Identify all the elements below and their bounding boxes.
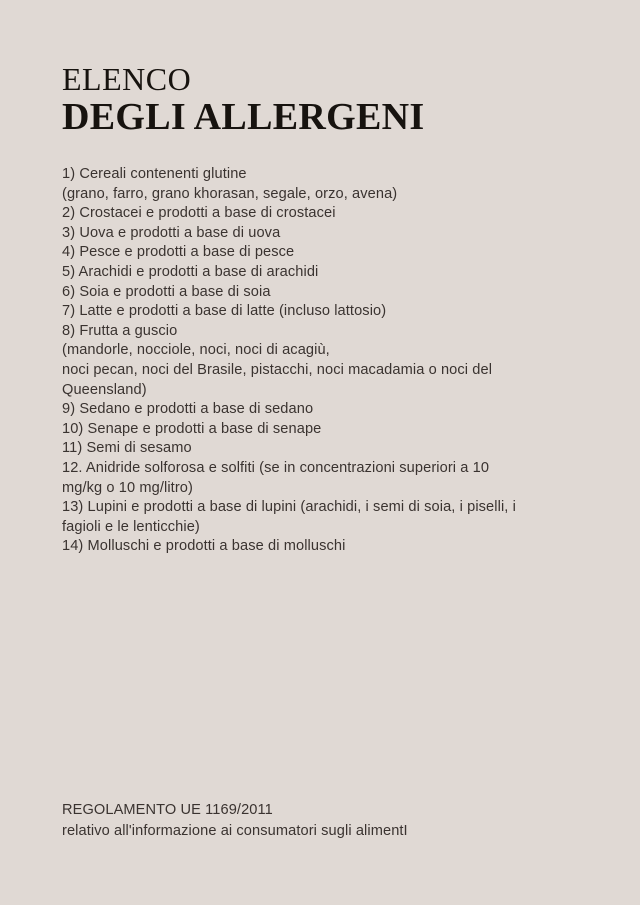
page-title-line-1: ELENCO (62, 61, 192, 97)
page-title-line-2: DEGLI ALLERGENI (62, 96, 425, 138)
list-item: 11) Semi di sesamo (62, 440, 192, 457)
list-item: 6) Soia e prodotti a base di soia (62, 283, 271, 300)
regulation-reference: REGOLAMENTO UE 1169/2011 (62, 802, 273, 818)
regulation-description: relativo all'informazione ai consumatori sugli alimentI (62, 823, 408, 839)
regulation-footer (62, 800, 582, 842)
page-title (62, 62, 582, 138)
list-item: 5) Arachidi e prodotti a base di arachidi (62, 263, 319, 280)
list-item: 8) Frutta a guscio (62, 322, 178, 339)
list-item: 14) Molluschi e prodotti a base di molluschi (62, 538, 346, 555)
list-item: Queensland) (62, 381, 147, 398)
list-item: 10) Senape e prodotti a base di senape (62, 420, 322, 437)
list-item: 4) Pesce e prodotti a base di pesce (62, 244, 295, 261)
allergen-list (62, 165, 562, 557)
list-item: 9) Sedano e prodotti a base di sedano (62, 401, 314, 418)
list-item: 12. Anidride solforosa e solfiti (se in concentrazioni superiori a 10 (62, 459, 490, 476)
list-item: 3) Uova e prodotti a base di uova (62, 224, 281, 241)
list-item: 1) Cereali contenenti glutine (62, 166, 247, 182)
list-item: 13) Lupini e prodotti a base di lupini (arachidi, i semi di soia, i piselli, i (62, 499, 516, 516)
list-item: 7) Latte e prodotti a base di latte (incluso lattosio) (62, 303, 387, 320)
list-item: 2) Crostacei e prodotti a base di crostacei (62, 205, 336, 222)
list-item: mg/kg o 10 mg/litro) (62, 479, 193, 496)
list-item: fagioli e le lenticchie) (62, 518, 200, 535)
list-item: (grano, farro, grano khorasan, segale, orzo, avena) (62, 185, 398, 202)
list-item: noci pecan, noci del Brasile, pistacchi, noci macadamia o noci del (62, 361, 493, 378)
list-item: (mandorle, nocciole, noci, noci di acagiù, (62, 342, 330, 359)
